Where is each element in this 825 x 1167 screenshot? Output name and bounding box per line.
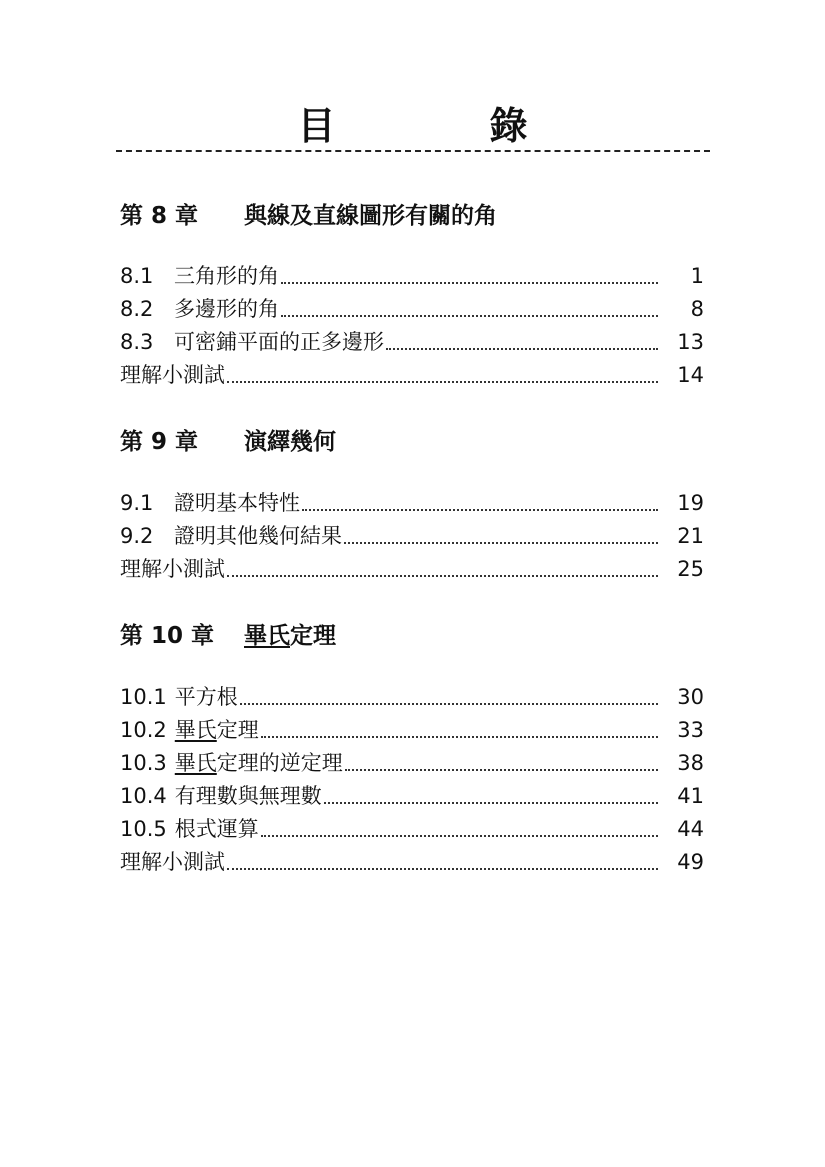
dot-leader (281, 315, 658, 317)
section-number: 8.1 (120, 264, 154, 288)
entry-label: 定理 (216, 718, 259, 742)
section-number: 10.4 (120, 784, 167, 808)
dot-leader (344, 542, 658, 544)
page-number: 25 (677, 557, 704, 581)
toc-entry[interactable] (120, 484, 704, 517)
section-number: 10.5 (120, 817, 167, 841)
entry-label: 根式運算 (174, 817, 259, 841)
section-number: 9.1 (120, 491, 154, 515)
toc-entry[interactable] (120, 517, 704, 550)
page-number: 13 (677, 330, 704, 354)
chapter-number: 第 10 章 (120, 623, 215, 649)
page-number: 30 (677, 685, 704, 709)
dot-leader (386, 348, 658, 350)
toc-entry[interactable] (120, 711, 704, 744)
dot-leader (261, 835, 658, 837)
entry-label: 平方根 (174, 685, 238, 709)
chapter-number: 第 8 章 (120, 203, 199, 229)
dot-leader (227, 381, 658, 383)
toc-entry[interactable] (120, 257, 704, 290)
toc-entry[interactable] (120, 356, 704, 389)
section-number: 10.3 (120, 751, 167, 775)
page-number: 38 (677, 751, 704, 775)
entry-label: 證明基本特性 (174, 491, 300, 515)
entry-label: 可密鋪平面的正多邊形 (174, 330, 384, 354)
toc-entry[interactable] (120, 323, 704, 356)
section-number: 10.1 (120, 685, 167, 709)
dot-leader (302, 509, 658, 511)
chapter-title: 定理 (290, 623, 336, 649)
chapter-title-underlined: 畢氏 (244, 623, 290, 649)
dot-leader (227, 575, 658, 577)
entry-label: 三角形的角 (174, 264, 279, 288)
entry-label: 理解小測試 (120, 363, 225, 387)
chapter-title: 演繹幾何 (244, 429, 336, 455)
chapter-heading (120, 424, 336, 460)
dot-leader (324, 802, 658, 804)
page-title: 目 錄 (297, 104, 586, 148)
toc-entry[interactable] (120, 290, 704, 323)
page-number: 21 (677, 524, 704, 548)
section-number: 9.2 (120, 524, 154, 548)
chapter-number: 第 9 章 (120, 429, 199, 455)
entry-label: 多邊形的角 (174, 297, 279, 321)
toc-entry[interactable] (120, 843, 704, 876)
page-number: 14 (677, 363, 704, 387)
entry-label: 證明其他幾何結果 (174, 524, 342, 548)
dot-leader (227, 868, 658, 870)
toc-entry[interactable] (120, 777, 704, 810)
page-number: 8 (690, 297, 704, 321)
entry-label: 定理的逆定理 (216, 751, 343, 775)
chapter-heading (120, 618, 336, 654)
chapter-heading (120, 198, 497, 234)
entry-label-underlined: 畢氏 (174, 751, 217, 775)
entry-label: 理解小測試 (120, 557, 225, 581)
dot-leader (261, 736, 658, 738)
section-number: 10.2 (120, 718, 167, 742)
page-number: 41 (677, 784, 704, 808)
page-number: 1 (690, 264, 704, 288)
entry-label: 有理數與無理數 (174, 784, 322, 808)
toc-entry[interactable] (120, 550, 704, 583)
dot-leader (240, 703, 658, 705)
page-number: 33 (677, 718, 704, 742)
entry-label-underlined: 畢氏 (174, 718, 217, 742)
section-number: 8.2 (120, 297, 154, 321)
title-divider (116, 150, 710, 152)
toc-entry[interactable] (120, 810, 704, 843)
toc-entry[interactable] (120, 678, 704, 711)
chapter-title: 與線及直線圖形有關的角 (244, 203, 497, 229)
page-number: 44 (677, 817, 704, 841)
entry-label: 理解小測試 (120, 850, 225, 874)
page-number: 49 (677, 850, 704, 874)
dot-leader (345, 769, 658, 771)
dot-leader (281, 282, 658, 284)
toc-entry[interactable] (120, 744, 704, 777)
section-number: 8.3 (120, 330, 154, 354)
page-number: 19 (677, 491, 704, 515)
